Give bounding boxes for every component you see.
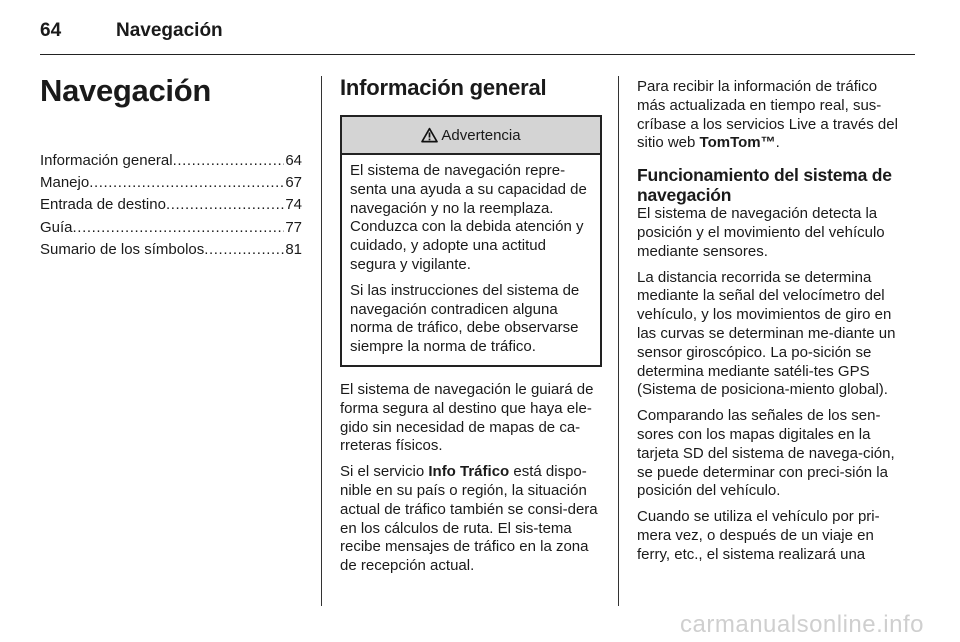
toc-page: 74 bbox=[285, 196, 302, 214]
toc-item-guia[interactable] bbox=[40, 217, 302, 239]
tomtom-term: TomTom™ bbox=[699, 134, 776, 152]
warning-triangle-icon bbox=[421, 127, 438, 143]
warning-paragraph: El sistema de navegación repre-senta una ayuda a su capacidad de navegación y no la reemplaza. Conduzca con la debida atención y cuidado, y adopte una actitud segura y vigilante. bbox=[350, 162, 587, 273]
body-paragraph: El sistema de navegación le guiará de forma segura al destino que haya ele-gido sin necesidad de mapas de ca-rreteras físicos. bbox=[340, 380, 594, 455]
text-run: está dispo-nible en su país o región, la situación actual de tráfico también se consi-dera en los cálculos de ruta. El sis-tema recibe mensajes de tráfico en la zona de recepción actual. bbox=[340, 463, 598, 575]
toc-page: 81 bbox=[285, 240, 302, 258]
toc-page: 77 bbox=[285, 218, 302, 236]
body-paragraph bbox=[637, 78, 905, 153]
toc-item-manejo[interactable] bbox=[40, 172, 302, 194]
toc-label: Manejo bbox=[40, 174, 90, 192]
toc-leader-dots bbox=[89, 172, 284, 194]
toc-page: 64 bbox=[285, 152, 302, 169]
column-divider bbox=[321, 76, 322, 606]
warning-box bbox=[340, 115, 602, 367]
text-run: Para recibir la información de tráfico más actualizada en tiempo real, sus-críbase a los servicios Live a través del sitio web bbox=[637, 78, 898, 152]
toc-leader-dots bbox=[173, 150, 285, 172]
column-divider bbox=[618, 76, 619, 606]
watermark: carmanualsonline.info bbox=[680, 611, 924, 638]
toc-item-general[interactable] bbox=[40, 150, 302, 172]
warning-body bbox=[342, 155, 600, 365]
text-run: . bbox=[775, 134, 780, 152]
toc-leader-dots bbox=[166, 194, 284, 216]
body-paragraph: Comparando las señales de los sen-sores con los mapas digitales en la tarjeta SD del sistema de navega-ción, se puede determinar con preci-sión la posición del vehículo. bbox=[637, 407, 895, 500]
warning-paragraph: Si las instrucciones del sistema de navegación contradicen alguna norma de tráfico, debe observarse siempre la norma de tráfico. bbox=[350, 281, 580, 356]
warning-header bbox=[342, 117, 600, 155]
body-paragraph: Cuando se utiliza el vehículo por pri-mera vez, o después de un viaje en ferry, etc., el sistema realizará una bbox=[637, 508, 880, 563]
toc-label: Sumario de los símbolos bbox=[40, 240, 205, 258]
body-paragraph: El sistema de navegación detecta la posición y el movimiento del vehículo mediante sensores. bbox=[637, 205, 885, 260]
general-body bbox=[340, 381, 602, 576]
toc-leader-dots bbox=[204, 239, 284, 261]
toc-item-entrada-destino[interactable] bbox=[40, 194, 302, 216]
chapter-column bbox=[40, 74, 302, 261]
section-title: Información general bbox=[340, 75, 547, 100]
body-paragraph: La distancia recorrida se determina mediante la señal del velocímetro del vehículo, y los movimientos de giro en las curvas se determinan me-diante un sensor giroscópico. La po-sición se determina mediante satéli-tes GPS (Sistema de posiciona-miento global). bbox=[637, 268, 896, 399]
toc-label: Información general bbox=[40, 152, 173, 169]
info-trafico-term: Info Tráfico bbox=[428, 463, 510, 481]
table-of-contents bbox=[40, 150, 302, 261]
page-header bbox=[40, 16, 915, 55]
body-paragraph bbox=[340, 463, 602, 576]
operation-column bbox=[637, 78, 905, 572]
warning-label: Advertencia bbox=[441, 126, 521, 144]
toc-label: Entrada de destino bbox=[40, 196, 166, 214]
running-title: Navegación bbox=[116, 20, 223, 41]
general-info-column bbox=[340, 74, 602, 583]
toc-item-simbolos[interactable] bbox=[40, 239, 302, 261]
toc-page: 67 bbox=[285, 174, 302, 192]
toc-leader-dots bbox=[73, 217, 285, 239]
subsection-title: Funcionamiento del sistema de navegación bbox=[637, 165, 892, 206]
text-run: Si el servicio bbox=[340, 463, 429, 481]
page-number: 64 bbox=[40, 20, 62, 41]
chapter-title: Navegación bbox=[40, 73, 212, 108]
toc-label: Guía bbox=[40, 218, 73, 236]
